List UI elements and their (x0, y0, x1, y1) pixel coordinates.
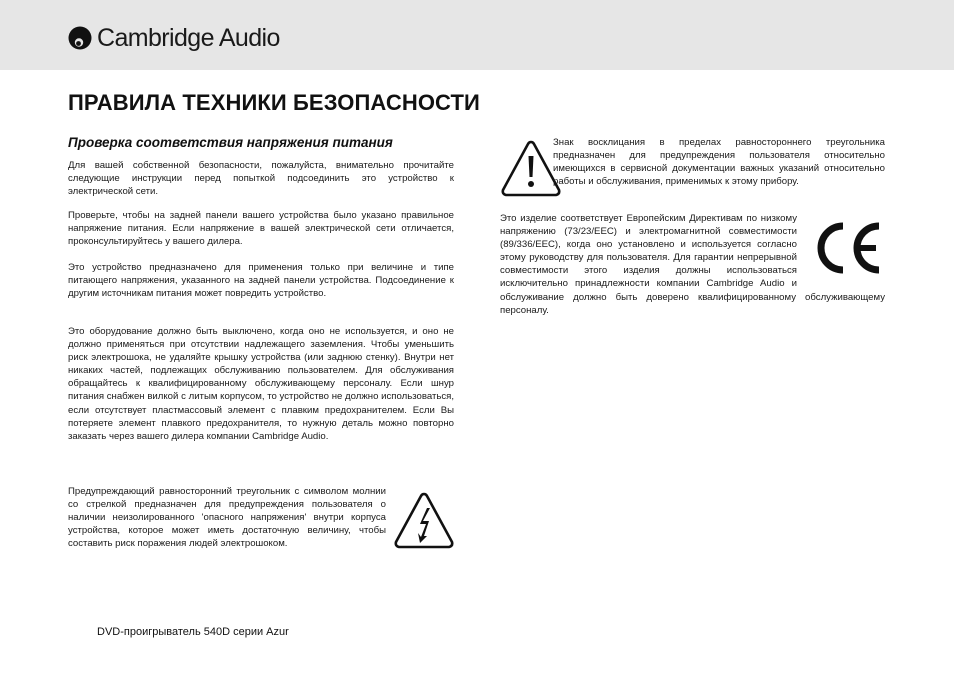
lightning-warning-icon (393, 490, 455, 550)
ce-mark-icon (803, 212, 885, 284)
paragraph-power-type: Это устройство предназначено для применения только при величине и типе питающего напряжения, указанного на задней панели устройства. Подсоединение к другим источникам питания может повредить устройство. (68, 262, 454, 300)
ce-compliance-text: Это изделие соответствует Европейским Директивам по низкому напряжению (73/23/EEC) и электромагнитной совместимости (89/336/EEC), когда оно установлено и используется согласно этому руководству для пользователя. Для гарантии непрерывной совместимости этого изделия должны использоваться исключительно принадлежности компании Cambridge Audio и обслуживание должно быть доверено квалифицированному обслуживающему персоналу. (500, 213, 885, 316)
footer-product-name: DVD-проигрыватель 540D серии Azur (97, 626, 289, 638)
paragraph-voltage-check: Проверьте, чтобы на задней панели вашего устройства было указано правильное напряжение питания. Если напряжение в вашей электрической сети отличается, проконсультируйтесь у вашего дилера. (68, 210, 454, 248)
paragraph-exclamation-warning: Знак восклицания в пределах равностороннего треугольника предназначен для предупреждения пользователя относительно имеющихся в сервисной документации важных указаний относительно работы и обслуживания, применимых к этому прибору. (553, 137, 885, 188)
paragraph-lightning-warning: Предупреждающий равносторонний треугольник с символом молнии со стрелкой предназначен для предупреждения пользователя о наличии неизолированного 'опасного напряжения' внутри корпуса устройства, которое может иметь достаточную величину, чтобы составить риск поражения людей электрошоком. (68, 486, 386, 550)
section-heading: Проверка соответствия напряжения питания (68, 135, 393, 150)
page-title: ПРАВИЛА ТЕХНИКИ БЕЗОПАСНОСТИ (68, 90, 480, 115)
paragraph-grounding: Это оборудование должно быть выключено, когда оно не используется, и оно не должно применяться при отсутствии надлежащего заземления. Чтобы уменьшить риск электрошока, не удаляйте крышку устройства (или заднюю стенку). Внутри нет никаких частей, подлежащих обслуживанию пользователем. Для обслуживания обращайтесь к квалифицированному обслуживающему персоналу. Если шнур питания снабжен вилкой с литым корпусом, то устройство не должно использоваться, если отсутствует пластмассовый элемент с плавким предохранителем. Если Вы потеряете элемент плавкого предохранителя, то нужную деталь можно повторно заказать через вашего дилера компании Cambridge Audio. (68, 326, 454, 442)
cambridge-audio-logo-icon (68, 26, 92, 50)
brand-name: Cambridge Audio (97, 24, 280, 52)
ce-compliance-block (500, 212, 885, 317)
brand-logo (68, 22, 280, 54)
page-header (0, 0, 954, 70)
paragraph-intro: Для вашей собственной безопасности, пожалуйста, внимательно прочитайте следующие инструкции перед попыткой подсоединить это устройство к электрической сети. (68, 160, 454, 198)
